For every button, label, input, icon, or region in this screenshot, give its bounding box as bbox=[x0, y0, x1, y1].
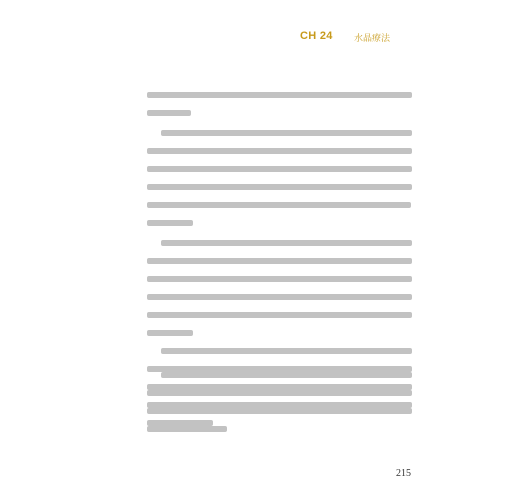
text-line bbox=[161, 372, 412, 378]
text-line bbox=[161, 130, 412, 136]
page-number: 215 bbox=[396, 468, 411, 479]
chapter-label: CH 24 bbox=[300, 30, 333, 42]
text-line bbox=[147, 220, 193, 226]
text-line bbox=[147, 408, 412, 414]
text-line bbox=[147, 312, 412, 318]
text-line bbox=[147, 110, 191, 116]
text-line bbox=[161, 240, 412, 246]
text-line bbox=[147, 294, 412, 300]
text-line bbox=[147, 276, 412, 282]
text-line bbox=[147, 390, 412, 396]
text-line bbox=[147, 148, 412, 154]
text-line bbox=[161, 348, 412, 354]
text-line bbox=[147, 92, 412, 98]
text-line bbox=[147, 184, 412, 190]
running-header bbox=[300, 30, 410, 44]
text-line bbox=[147, 202, 411, 208]
text-line bbox=[147, 330, 193, 336]
text-line bbox=[147, 258, 412, 264]
text-line bbox=[147, 166, 412, 172]
body-text bbox=[147, 92, 412, 442]
text-line bbox=[147, 426, 227, 432]
section-title: 水晶療法 bbox=[354, 33, 391, 43]
